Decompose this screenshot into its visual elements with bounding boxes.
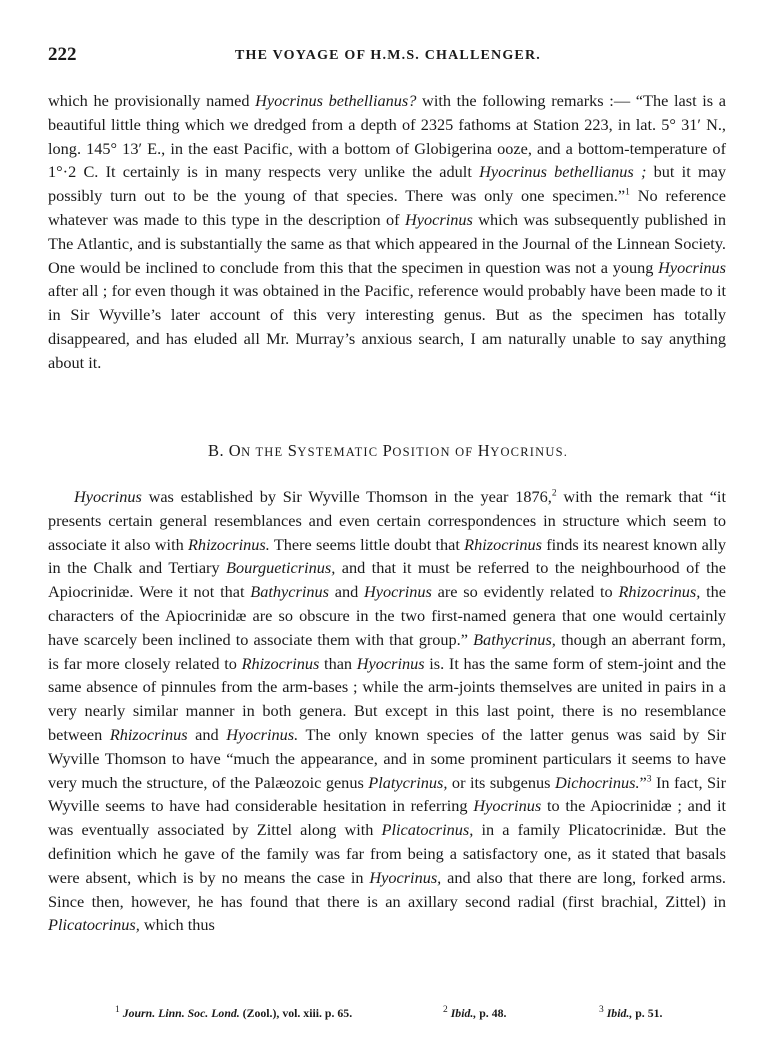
paragraph-1 xyxy=(48,89,726,375)
text-run: with the remark that “it presents certain general resemblances and even certain correspondences in structure which seem to associate it also with xyxy=(48,487,726,554)
taxon-name: Hyocrinus bethellianus? xyxy=(255,91,417,110)
text-run: but it may possibly turn out to be the young of that species. There was only one specimen.” xyxy=(48,162,726,206)
taxon-name: Hyocrinus xyxy=(356,653,425,673)
taxon-name: Plicatocrinus, xyxy=(381,820,474,840)
text-run: In fact, Sir Wyville seems to have had considerable hesitation in referring xyxy=(48,772,726,816)
text-run: The only known species of the latter genus was said by Sir Wyville Thomson to have “much the appearance, and in some prominent particulars it seems to have very much the structure, of the Palæozoic genus xyxy=(48,724,726,792)
text-run: which he provisionally named xyxy=(48,91,256,110)
taxon-name: Hyocrinus bethellianus ; xyxy=(479,162,647,182)
footnote-mark: 2 xyxy=(443,1005,448,1016)
footnote-ref-1: 1 xyxy=(625,187,630,198)
footnote-ref-2: 2 xyxy=(551,488,557,499)
section-letter: B. xyxy=(207,441,225,460)
text-run: are so evidently related to xyxy=(431,582,619,602)
footnote-1 xyxy=(115,1006,352,1021)
taxon-name: Rhizocrinus xyxy=(241,653,320,673)
taxon-name: Hyocrinus xyxy=(364,582,432,602)
text-run: and that it must be referred to the neighbourhood of the Apiocrinidæ. Were it not that xyxy=(48,558,726,602)
taxon-name: Rhizocrinus xyxy=(109,724,188,744)
text-run: though an aberrant form, is far more closely related to xyxy=(48,629,726,673)
taxon-name: Rhizocrinus xyxy=(464,534,542,554)
taxon-name: Hyocrinus xyxy=(74,487,142,506)
footnote-source: Journ. Linn. Soc. Lond. xyxy=(122,1006,240,1020)
text-run: than xyxy=(319,653,357,673)
taxon-name: Rhizocrinus, xyxy=(618,582,701,602)
footnote-source: Ibid., xyxy=(606,1006,633,1020)
taxon-name: Bourgueticrinus, xyxy=(226,558,336,578)
taxon-name: Hyocrinus xyxy=(405,209,473,229)
taxon-name: Hyocrinus xyxy=(658,257,726,277)
footnote-mark: 1 xyxy=(115,1005,120,1016)
text-run: and xyxy=(187,724,227,744)
text-run: or its subgenus xyxy=(447,772,555,792)
heading-smallcaps: YSTEMATIC xyxy=(297,445,383,459)
footnote-text: (Zool.), vol. xiii. p. 65. xyxy=(239,1006,353,1020)
heading-smallcaps: YOCRINUS. xyxy=(490,445,569,459)
text-run: finds its nearest known ally in the Chalk and Tertiary xyxy=(48,534,726,578)
text-run: to the Apiocrinidæ ; and it was eventually associated by Zittel along with xyxy=(48,796,726,840)
footnote-mark: 3 xyxy=(599,1005,604,1016)
text-run: which thus xyxy=(139,915,215,935)
footnote-2 xyxy=(443,1006,506,1021)
taxon-name: Hyocrinus, xyxy=(369,867,442,887)
page-number: 222 xyxy=(48,44,77,65)
taxon-name: Platycrinus, xyxy=(368,772,448,792)
text-run: was established by Sir Wyville Thomson in the year 1876, xyxy=(141,487,552,506)
text-run: is. It has the same form of stem-joint and the same absence of pinnules from the arm-bases ; while the arm-joints themselves are united in pairs in a very nearly similar manner in both genera. But except in this last point, there is no resemblance between xyxy=(48,653,726,744)
heading-initial: P xyxy=(382,441,393,460)
footnote-text: p. 51. xyxy=(632,1006,663,1020)
paragraph-2 xyxy=(48,485,726,937)
heading-smallcaps: N THE xyxy=(241,445,288,459)
taxon-name: Hyocrinus xyxy=(473,796,542,816)
text-run: There seems little doubt that xyxy=(269,534,465,554)
running-title: THE VOYAGE OF H.M.S. CHALLENGER. xyxy=(235,48,541,63)
taxon-name: Hyocrinus. xyxy=(226,724,299,744)
heading-initial: O xyxy=(228,441,242,460)
section-heading xyxy=(0,441,776,461)
text-run: ” xyxy=(639,772,647,792)
heading-smallcaps: OSITION OF xyxy=(392,445,478,459)
taxon-name: Plicatocrinus, xyxy=(48,915,140,935)
taxon-name: Bathycrinus, xyxy=(473,629,556,649)
page-header xyxy=(48,44,728,68)
text-run: with the following remarks :— “The last is a beautiful little thing which we dredged from a depth of 2325 fathoms at Station 223, in lat. 5° 31′ N., long. 145° 13′ E., in the east Pacific, with a bottom of Globigerina ooze, and a bottom-temperature of 1°·2 C. It certainly is in many respects very unlike the adult xyxy=(48,91,727,182)
heading-initial: H xyxy=(477,441,491,460)
text-run: which was subsequently published in The Atlantic, and is substantially the same as that which appeared in the Journal of the Linnean Society. One would be inclined to conclude from this that the specimen in question was not a young xyxy=(48,209,727,277)
footnote-ref-3: 3 xyxy=(646,774,652,785)
footnote-3 xyxy=(599,1006,662,1021)
text-run: after all ; for even though it was obtained in the Pacific, reference would probably have been made to it in Sir Wyville’s later account of this very interesting genus. But as the specimen has totally disappeared, and has eluded all Mr. Murray’s anxious search, I am naturally unable to say anything about it. xyxy=(48,281,726,372)
text-run: and also that there are long, forked arms. Since then, however, he has found that there is an axillary second radial (first brachial, Zittel) in xyxy=(48,867,726,911)
text-run: and xyxy=(328,582,365,602)
text-run: in a family Plicatocrinidæ. But the definition which he gave of the family was far from being a satisfactory one, as it stated that basals were absent, which is by no means the case in xyxy=(48,820,726,887)
footnote-text: p. 48. xyxy=(476,1006,507,1020)
heading-initial: S xyxy=(287,441,298,460)
text-run: the characters of the Apiocrinidæ are so obscure in the two first-named genera that one would certainly have scarcely been inclined to associate them with that group.” xyxy=(48,582,726,649)
taxon-name: Bathycrinus xyxy=(250,582,329,602)
footnotes xyxy=(115,1006,715,1024)
taxon-name: Dichocrinus. xyxy=(554,772,640,792)
text-run: No reference whatever was made to this type in the description of xyxy=(48,186,726,229)
footnote-source: Ibid., xyxy=(450,1006,477,1020)
taxon-name: Rhizocrinus. xyxy=(187,534,270,554)
